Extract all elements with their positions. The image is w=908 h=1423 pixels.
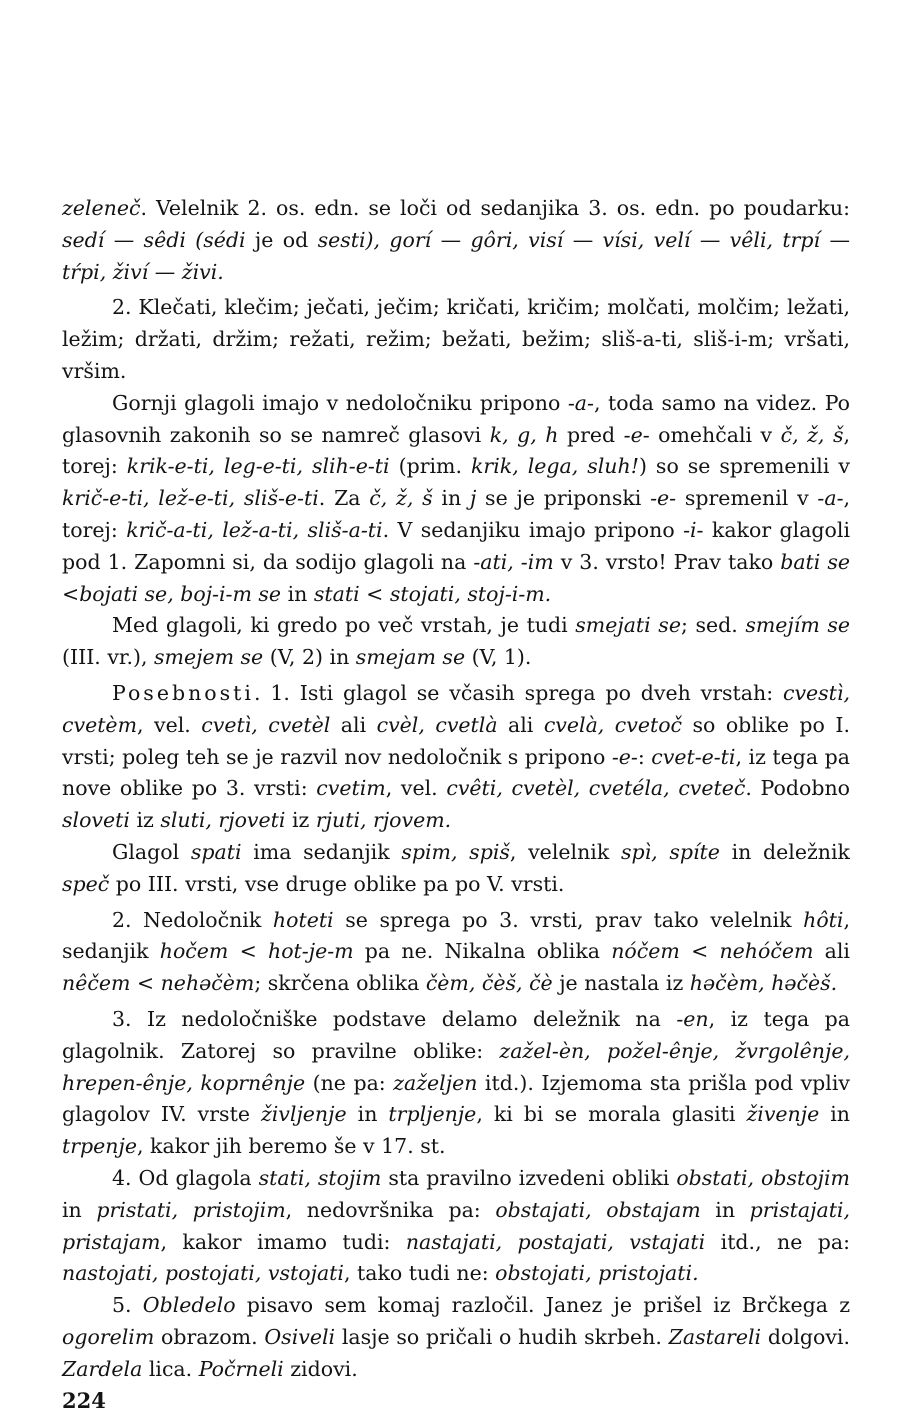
paragraph-10: 5. Obledelo pisavo sem komaj razločil. Janez je prišel iz Brčkega z ogorelim obrazom. Osiveli lasje so pričali o hudih skrbeh. Zastareli dolgovi. Zardela lica. Počrneli zidovi. [62, 1293, 851, 1381]
paragraph-8: 3. Iz nedoločniške podstave delamo deležnik na -en, iz tega pa glagolnik. Zatorej so pravilne oblike: zažel-èn, požel-ênje, žvrgolênje, hrepen-ênje, koprnênje (ne pa: zaželjen itd.). Izjemoma sta prišla pod vpliv glagolov IV. vrste življenje in trpljenje, ki bi se morala glasiti živenje in trpenje, kakor jih beremo še v 17. st. [62, 1006, 851, 1159]
paragraph-4: Med glagoli, ki gredo po več vrstah, je tudi smejati se; sed. smejím se (III. vr.), smejem se (V, 2) in smejam se (V, 1). [62, 613, 850, 670]
paragraph-5: Posebnosti. 1. Isti glagol se včasih sprega po dveh vrstah: cvestì, cvetèm, vel. cvetì, cvetèl ali cvèl, cvetlà ali cvelà, cvetoč so oblike po I. vrsti; poleg teh se je razvil nov nedoločnik s pripono -e-: cvet-e-ti, iz tega pa nove oblike po 3. vrsti: cvetim, vel. cvêti, cvetèl, cvetéla, cveteč. Podobno sloveti iz sluti, rjoveti iz rjuti, rjovem. [62, 680, 850, 833]
paragraph-6: Glagol spati ima sedanjik spim, spiš, velelnik spì, spíte in deležnik speč po III. vrsti, vse druge oblike pa po V. vrsti. [62, 839, 850, 896]
page-number: 224 [62, 1388, 106, 1413]
body-text [62, 193, 850, 1385]
paragraph-3: Gornji glagoli imajo v nedoločniku pripono -a-, toda samo na videz. Po glasovnih zakonih so se namreč glasovi k, g, h pred -e- omehčali v č, ž, š, torej: krik-e-ti, leg-e-ti, slih-e-ti (prim. krik, lega, sluh!) so se spremenili v krič-e-ti, lež-e-ti, sliš-e-ti. Za č, ž, š in j se je priponski -e- spremenil v -a-, torej: krič-a-ti, lež-a-ti, sliš-a-ti. V sedanjiku imajo pripono -i- kakor glagoli pod 1. Zapomni si, da sodijo glagoli na -ati, -im v 3. vrsto! Prav tako bati se <bojati se, boj-i-m se in stati < stojati, stoj-i-m. [62, 390, 851, 606]
paragraph-9: 4. Od glagola stati, stojim sta pravilno izvedeni obliki obstati, obstojim in pristati, pristojim, nedovršnika pa: obstajati, obstajam in pristajati, pristajam, kakor imamo tudi: nastajati, postajati, vstajati itd., ne pa: nastojati, postojati, vstojati, tako tudi ne: obstojati, pristojati. [62, 1165, 851, 1286]
paragraph-2: 2. Klečati, klečim; ječati, ječim; kričati, kričim; molčati, molčim; ležati, ležim; držati, držim; režati, režim; bežati, bežim; sliš-a-ti, sliš-i-m; vršati, vršim. [62, 295, 850, 383]
paragraph-7: 2. Nedoločnik hoteti se sprega po 3. vrsti, prav tako velelnik hôti, sedanjik hočem < hot-je-m pa ne. Nikalna oblika nóčem < nehóčem ali nêčem < nehəčèm; skrčena oblika čèm, čèš, čè je nastala iz həčèm, həčèš. [62, 907, 851, 996]
paragraph-1: zeleneč. Velelnik 2. os. edn. se loči od sedanjika 3. os. edn. po poudarku: sedí — sêdi (sédi je od sesti), gorí — gôri, visí — vísi, velí — vêli, trpí — tŕpi, živí — živi. [62, 196, 850, 284]
